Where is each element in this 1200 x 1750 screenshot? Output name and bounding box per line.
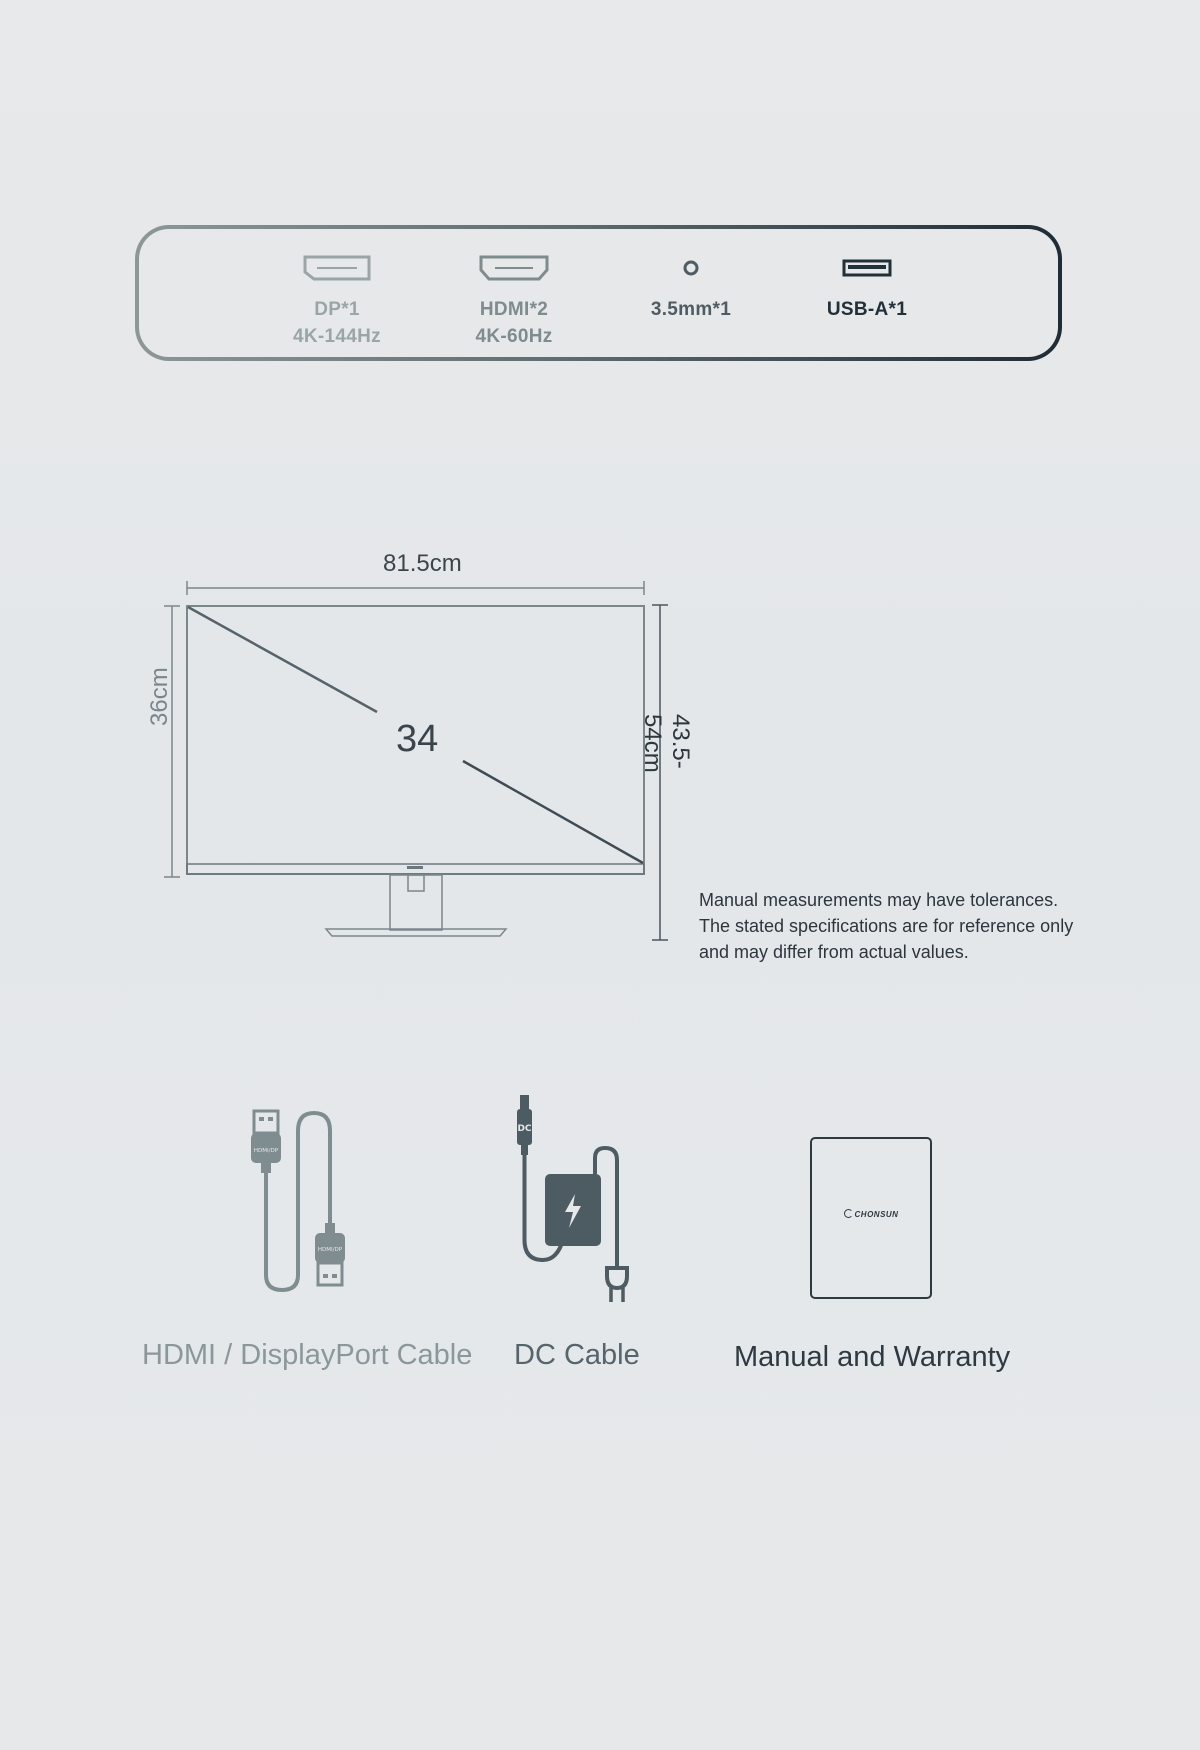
ports-panel [135, 225, 1062, 361]
port-name: DP*1 [314, 299, 360, 320]
hdmi-port-icon [439, 254, 589, 286]
accessory-label-hdmi-dp-cable: HDMI / DisplayPort Cable [142, 1339, 473, 1371]
port-name: 3.5mm*1 [650, 299, 732, 320]
manual-logo-text: CHONSUN [854, 1210, 899, 1219]
monitor-outline-drawing [0, 540, 740, 960]
note-line: and may differ from actual values. [699, 942, 969, 962]
port-hdmi [439, 229, 589, 357]
manual-logo-mark-icon [844, 1209, 853, 1218]
measurement-note [699, 887, 1119, 965]
port-name: HDMI*2 [479, 299, 549, 320]
displayport-icon [262, 254, 412, 286]
cable-plug-label: HDMI/DP [317, 1247, 343, 1253]
cable-plug-label: HDMI/DP [253, 1148, 279, 1154]
hdmi-displayport-cable-icon [240, 1105, 360, 1295]
accessory-label-manual: Manual and Warranty [734, 1341, 1011, 1373]
manual-logo [812, 1209, 930, 1219]
total-height-label: 43.5-54cm [639, 714, 694, 773]
dc-plug-label: DC [517, 1124, 532, 1134]
dimension-diagram [0, 540, 740, 960]
port-spec: 4K-144Hz [293, 326, 381, 347]
screen-height-label: 36cm [146, 667, 173, 726]
port-usb-a [792, 229, 942, 357]
port-name: USB-A*1 [826, 299, 908, 320]
note-line: The stated specifications are for reference only [699, 916, 1074, 936]
note-line: Manual measurements may have tolerances. [699, 890, 1059, 910]
port-spec: 4K-60Hz [475, 326, 553, 347]
screen-size-label: 34 [396, 718, 439, 760]
usb-a-port-icon [792, 254, 942, 286]
manual-icon [810, 1137, 932, 1299]
port-audio [616, 229, 766, 357]
audio-jack-icon [616, 254, 766, 286]
accessory-label-dc-cable: DC Cable [514, 1339, 640, 1371]
dc-cable-icon [505, 1090, 645, 1310]
width-label: 81.5cm [383, 550, 462, 577]
port-dp [262, 229, 412, 357]
